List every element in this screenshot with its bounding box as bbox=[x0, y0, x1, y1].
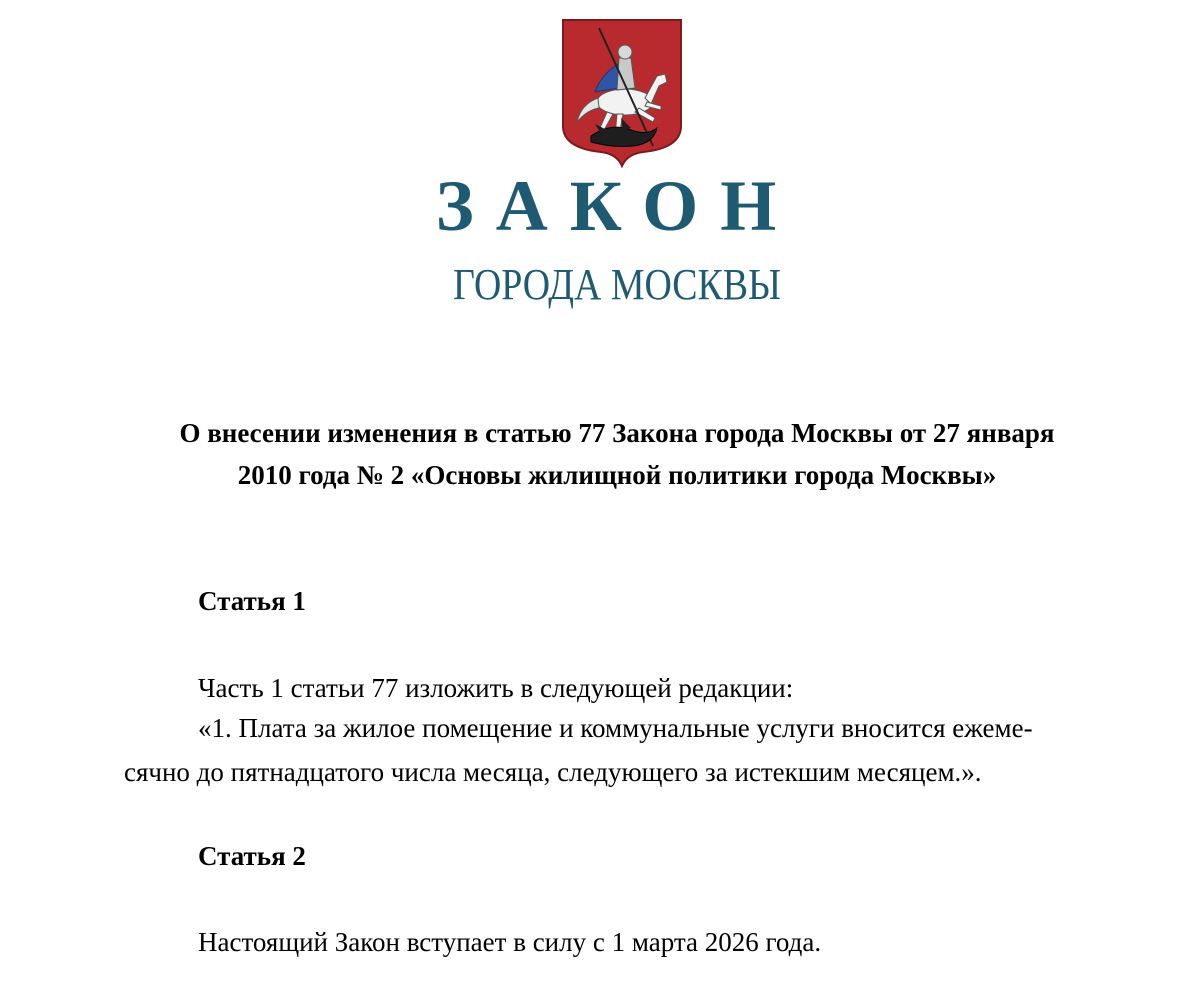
moscow-coat-of-arms-icon bbox=[561, 18, 683, 168]
document-title-line: О внесении изменения в статью 77 Закона города Москвы от 27 января bbox=[179, 418, 1055, 448]
article-1-heading: Статья 1 bbox=[198, 586, 306, 616]
city-subheading: ГОРОДА МОСКВЫ bbox=[453, 260, 781, 309]
document-title-line: 2010 года № 2 «Основы жилищной политики города Москвы» bbox=[237, 460, 997, 490]
document-title bbox=[110, 412, 1124, 496]
article-2-paragraph-line: Настоящий Закон вступает в силу с 1 марта 2026 года. bbox=[198, 927, 822, 957]
article-1-paragraph-line: «1. Плата за жилое помещение и коммунальные услуги вносится ежеме- bbox=[198, 713, 1033, 743]
article-1-paragraph-line: Часть 1 статьи 77 изложить в следующей редакции: bbox=[198, 673, 794, 703]
article-1-paragraph-line: сячно до пятнадцатого числа месяца, следующего за истекшим месяцем.». bbox=[124, 757, 982, 787]
article-2-heading: Статья 2 bbox=[198, 841, 306, 871]
law-heading: ЗАКОН bbox=[435, 166, 799, 246]
